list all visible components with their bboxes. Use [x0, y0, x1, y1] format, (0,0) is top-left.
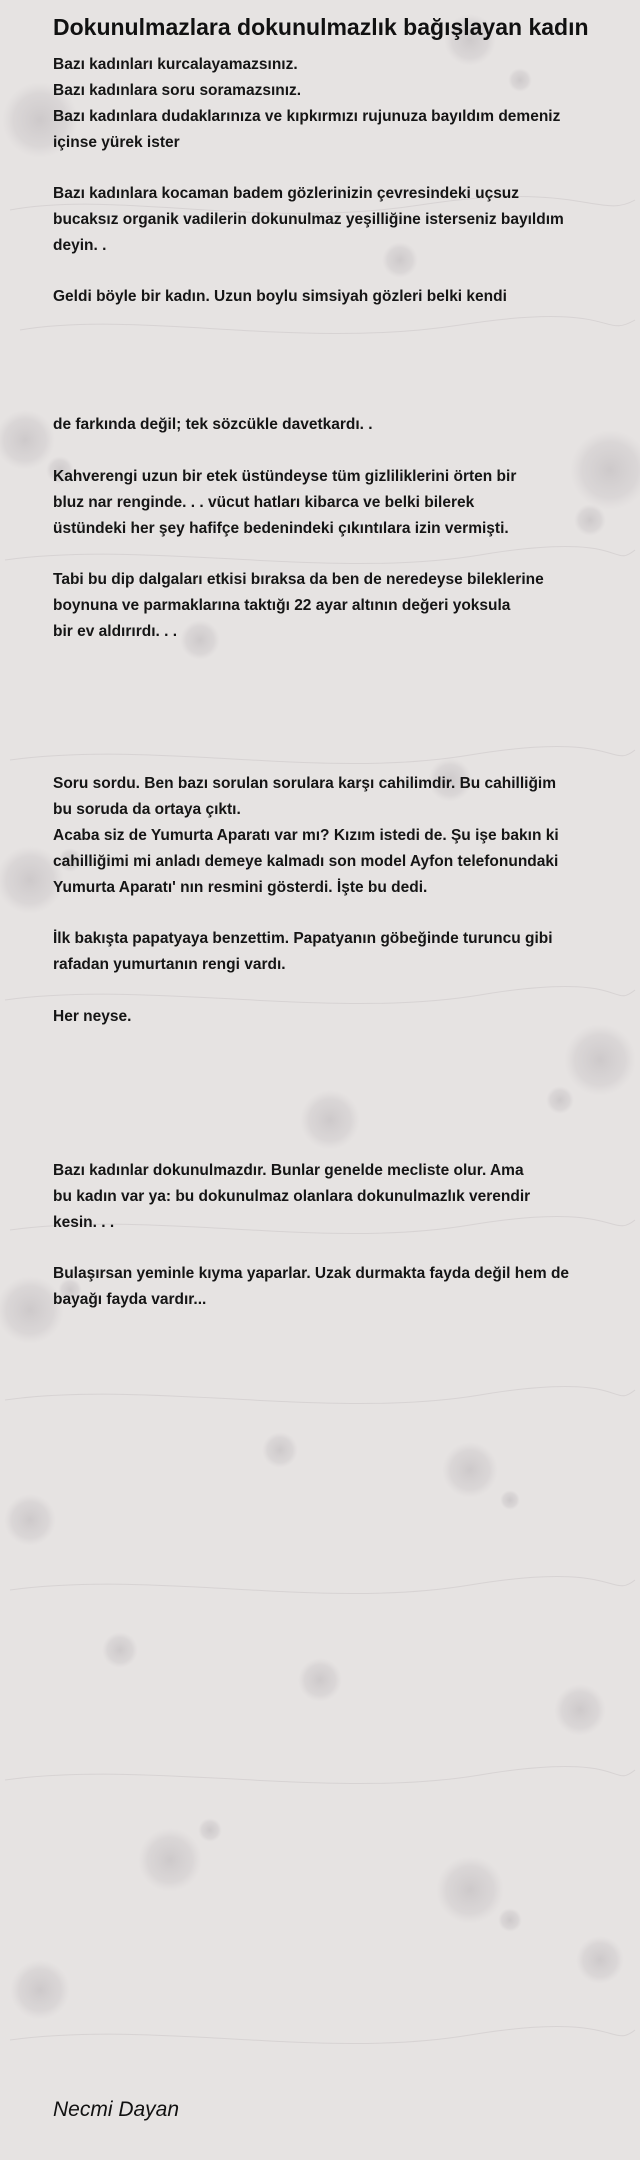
poem-line: İlk bakışta papatyaya benzettim. Papatyanın göbeğinde turuncu gibi: [53, 930, 553, 947]
poem-line: Geldi böyle bir kadın. Uzun boylu simsiyah gözleri belki kendi: [53, 288, 507, 305]
poem-line: rafadan yumurtanın rengi vardı.: [53, 956, 286, 973]
stanza-1: [53, 52, 613, 156]
poem-line: Yumurta Aparatı' nın resmini gösterdi. İşte bu dedi.: [53, 879, 428, 896]
poem-line: bir ev aldırırdı. . .: [53, 623, 178, 640]
poem-line: Bazı kadınları kurcalayamazsınız.: [53, 56, 298, 73]
stanza-8: [53, 926, 613, 978]
poem-line: Kahverengi uzun bir etek üstündeyse tüm gizliliklerini örten bir: [53, 468, 517, 485]
stanza-3: [53, 284, 613, 310]
poem-title: Dokunulmazlara dokunulmazlık bağışlayan kadın: [53, 14, 589, 40]
stanza-11: [53, 1261, 613, 1313]
stanza-7: [53, 771, 613, 901]
poem-line: Soru sordu. Ben bazı sorulan sorulara karşı cahilimdir. Bu cahilliğim: [53, 775, 557, 792]
poem-line: de farkında değil; tek sözcükle davetkardı. .: [53, 416, 373, 433]
poem-line: Tabi bu dip dalgaları etkisi bıraksa da ben de neredeyse bileklerine: [53, 571, 544, 588]
poem-line: Bazı kadınlar dokunulmazdır. Bunlar genelde mecliste olur. Ama: [53, 1162, 524, 1179]
stanza-5: [53, 464, 613, 542]
poem-line: Her neyse.: [53, 1008, 132, 1025]
poem-line: içinse yürek ister: [53, 134, 180, 151]
poem-line: Acaba siz de Yumurta Aparatı var mı? Kızım istedi de. Şu işe bakın ki: [53, 827, 559, 844]
stanza-2: [53, 181, 613, 259]
poem-line: boynuna ve parmaklarına taktığı 22 ayar altının değeri yoksula: [53, 597, 511, 614]
poem-line: Bazı kadınlara dudaklarınıza ve kıpkırmızı rujunuza bayıldım demeniz: [53, 108, 561, 125]
poem-line: Bulaşırsan yeminle kıyma yaparlar. Uzak durmakta fayda değil hem de: [53, 1265, 570, 1282]
stanza-6: [53, 567, 613, 645]
poem-line: bu kadın var ya: bu dokunulmaz olanlara dokunulmazlık verendir: [53, 1188, 531, 1205]
author-signature: Necmi Dayan: [53, 2098, 180, 2121]
poem-line: bu soruda da ortaya çıktı.: [53, 801, 241, 818]
stanza-10: [53, 1158, 613, 1236]
poem-line: Bazı kadınlara soru soramazsınız.: [53, 82, 302, 99]
poem-line: Bazı kadınlara kocaman badem gözlerinizin çevresindeki uçsuz: [53, 185, 520, 202]
poem-line: üstündeki her şey hafifçe bedenindeki çıkıntılara izin vermişti.: [53, 520, 509, 537]
stanza-4: [53, 412, 613, 438]
poem-line: bayağı fayda vardır...: [53, 1291, 207, 1308]
poem-line: deyin. .: [53, 237, 107, 254]
poem-line: bluz nar renginde. . . vücut hatları kibarca ve belki bilerek: [53, 494, 475, 511]
stanza-9: [53, 1004, 613, 1030]
poem-line: bucaksız organik vadilerin dokunulmaz yeşilliğine isterseniz bayıldım: [53, 211, 564, 228]
poem-line: kesin. . .: [53, 1214, 115, 1231]
poem-line: cahilliğimi mi anladı demeye kalmadı son model Ayfon telefonundaki: [53, 853, 559, 870]
